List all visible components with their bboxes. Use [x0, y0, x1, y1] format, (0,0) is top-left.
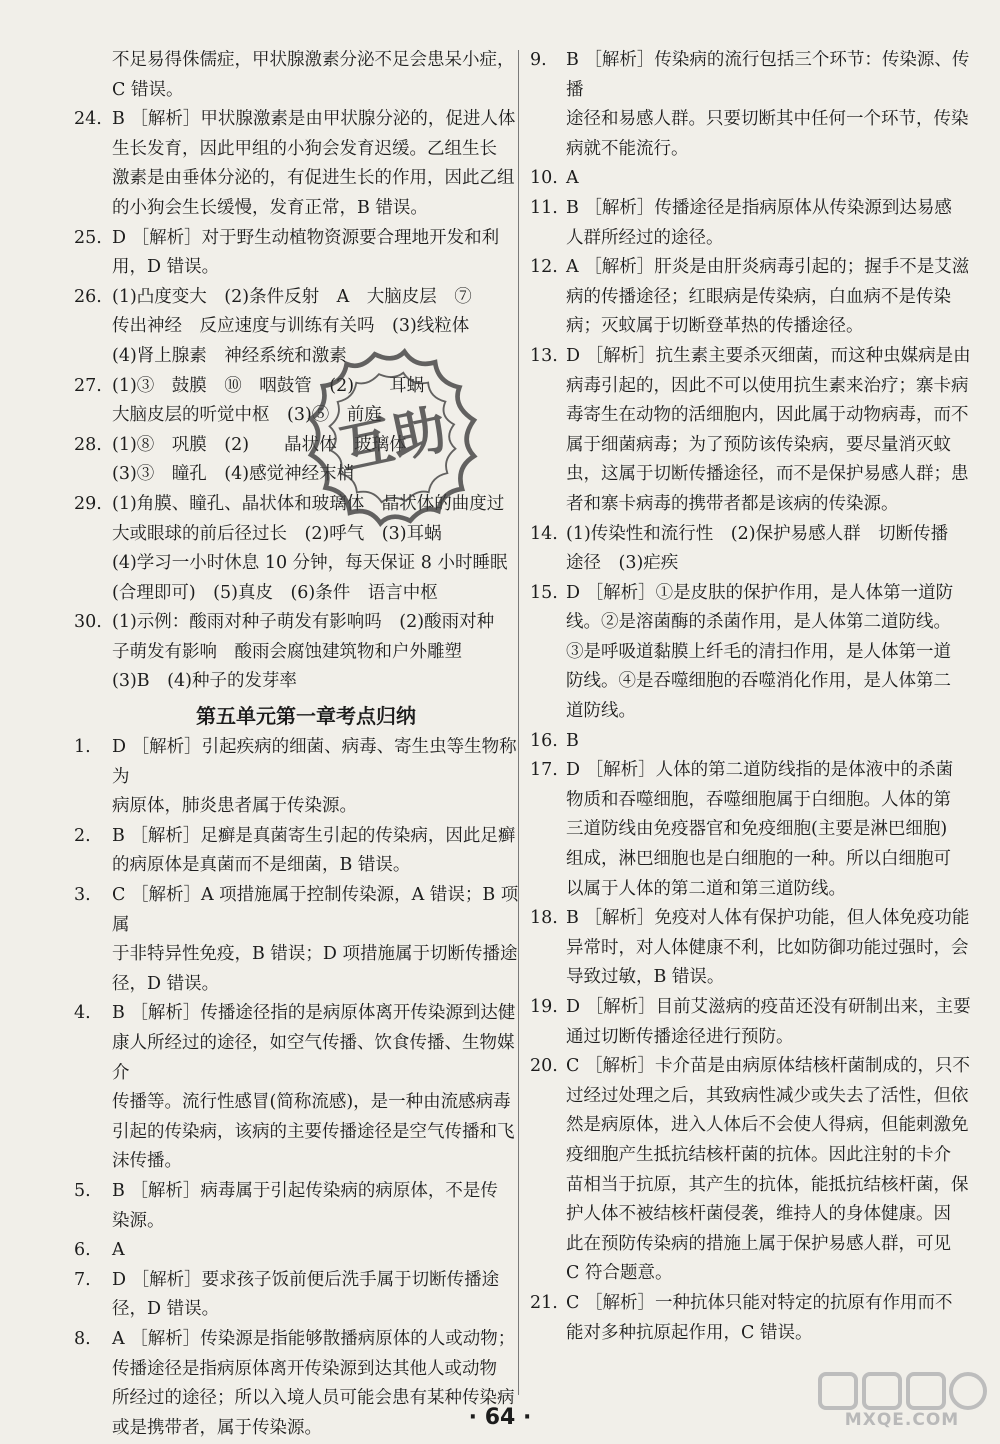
answer-item [530, 727, 980, 757]
answer-item-continuation [86, 579, 526, 609]
answer-item [530, 904, 980, 934]
answer-item-continuation [86, 549, 526, 579]
answer-text: (4)学习一小时休息 10 分钟，每天保证 8 小时睡眠 [112, 553, 508, 574]
right-column [530, 46, 980, 1348]
answer-number: 19. [530, 997, 558, 1017]
answer-text: A [112, 1240, 125, 1261]
answer-item [74, 224, 526, 254]
answer-item-continuation [540, 372, 980, 402]
answer-text: 沫传播。 [112, 1151, 182, 1172]
answer-text: 通过切断传播途径进行预防。 [566, 1026, 794, 1047]
answer-item-continuation [86, 940, 526, 970]
answer-number: 17. [530, 760, 558, 781]
left-column [74, 46, 526, 1443]
answer-text: 病毒引起的，因此不可以使用抗生素来治疗；寨卡病 [566, 375, 969, 396]
answer-item-continuation [540, 608, 980, 638]
answer-text: A ［解析］传染源是指能够散播病原体的人或动物； [112, 1328, 516, 1349]
answer-text: 属于细菌病毒；为了预防该传染病，要尽量消灭蚊 [566, 434, 951, 455]
answer-item-continuation [540, 549, 980, 579]
answer-text: 用，D 错误。 [112, 257, 220, 278]
answer-text: 病原体，肺炎患者属于传染源。 [112, 796, 357, 817]
answer-item [530, 46, 980, 105]
answer-text: (3)B (4)种子的发芽率 [112, 671, 297, 692]
answer-number: 25. [74, 227, 102, 248]
answer-number: 26. [74, 286, 102, 307]
answer-text: C ［解析］一种抗体只能对特定的抗原有作用而不 [566, 1292, 953, 1313]
answer-item [74, 608, 526, 638]
answer-number: 1. [74, 737, 91, 758]
answer-item-continuation [540, 1141, 980, 1171]
stamp-text: 互助 [333, 397, 452, 482]
site-watermark [812, 1368, 992, 1440]
answer-item-continuation [540, 224, 980, 254]
answer-item [530, 1052, 980, 1082]
answer-text: B ［解析］免疫对人体有保护功能，但人体免疫功能 [566, 908, 970, 929]
answer-text: 异常时，对人体健康不利，比如防御功能过强时，会 [566, 937, 969, 958]
answer-text: 染源。 [112, 1210, 165, 1231]
answer-text: D ［解析］对于野生动植物资源要合理地开发和利 [112, 227, 500, 248]
answer-text: 物质和吞噬细胞，吞噬细胞属于白细胞。人体的第 [566, 789, 951, 810]
answer-number: 24. [74, 109, 102, 130]
answer-text: (1)示例：酸雨对种子萌发有影响吗 (2)酸雨对种 [112, 612, 495, 633]
answer-text: 护人体不被结核杆菌侵袭，维持人的身体健康。因 [566, 1204, 951, 1225]
answer-text: D ［解析］要求孩子饭前便后洗手属于切断传播途 [112, 1269, 500, 1290]
answer-number: 12. [530, 257, 558, 278]
answer-item-continuation [86, 638, 526, 668]
watermark-text: MXQE.COM [844, 1410, 960, 1430]
watermark-logo-icon [812, 1368, 992, 1416]
answer-item-continuation [540, 431, 980, 461]
answer-item [74, 733, 526, 792]
answer-item-continuation [86, 1088, 526, 1118]
answer-number: 14. [530, 523, 558, 544]
answer-text: 虫，这属于切断传播途径，而不是保护易感人群；患 [566, 464, 969, 485]
answer-text: 此在预防传染病的措施上属于保护易感人群，可见 [566, 1233, 951, 1254]
answer-text: 病；灭蚊属于切断登革热的传播途径。 [566, 316, 864, 337]
answer-number: 27. [74, 375, 102, 396]
answer-number: 6. [74, 1240, 91, 1261]
answer-text: 途径和易感人群。只要切断其中任何一个环节，传染 [566, 109, 969, 130]
answer-text: (1)角膜、瞳孔、晶状体和玻璃体 晶状体的曲度过 [112, 493, 505, 514]
answer-text: 的小狗会生长缓慢，发育正常，B 错误。 [112, 197, 428, 218]
answer-item-continuation [86, 520, 526, 550]
answer-item-continuation [540, 460, 980, 490]
answer-item-continuation [540, 312, 980, 342]
answer-text: D ［解析］①是皮肤的保护作用，是人体第一道防 [566, 582, 954, 603]
answer-text: B [566, 730, 579, 751]
answer-text: 能对多种抗原起作用，C 错误。 [566, 1322, 813, 1343]
answer-number: 11. [530, 197, 558, 218]
answer-item-continuation [86, 1147, 526, 1177]
answer-text: B ［解析］传染病的流行包括三个环节：传染源、传播 [566, 50, 970, 100]
answer-text: (1)③ 鼓膜 ⑩ 咽鼓管 (2) 耳蜗 [112, 375, 425, 396]
answer-text: ③是呼吸道黏膜上纤毛的清扫作用，是人体第一道 [566, 641, 951, 662]
answer-text: 以属于人体的第二道和第三道防线。 [566, 878, 846, 899]
answer-number: 30. [74, 612, 102, 633]
answer-item-continuation [540, 1082, 980, 1112]
answer-text: 道防线。 [566, 701, 636, 722]
answer-item-continuation [540, 283, 980, 313]
answer-text: 病就不能流行。 [566, 138, 689, 159]
answer-text: 激素是由垂体分泌的，有促进生长的作用，因此乙组 [112, 168, 515, 189]
answer-text: 三道防线由免疫器官和免疫细胞(主要是淋巴细胞) [566, 819, 948, 840]
answer-item-continuation [540, 638, 980, 668]
answer-item-continuation [86, 1118, 526, 1148]
answer-item [530, 520, 980, 550]
answer-text: 康人所经过的途径，如空气传播、饮食传播、生物媒介 [112, 1033, 515, 1083]
answer-item-continuation [540, 105, 980, 135]
answer-number: 18. [530, 908, 558, 929]
answer-item [74, 881, 526, 940]
answer-item-continuation [540, 697, 980, 727]
answer-item-continuation [540, 1319, 980, 1349]
answer-text: A [566, 168, 579, 189]
answer-text: 导致过敏，B 错误。 [566, 967, 725, 988]
answer-item [74, 1177, 526, 1207]
answer-item [530, 1289, 980, 1319]
answer-item-continuation [86, 667, 526, 697]
answer-text: C ［解析］卡介苗是由病原体结核杆菌制成的，只不 [566, 1056, 970, 1077]
answer-item [74, 822, 526, 852]
answer-text: 线。②是溶菌酶的杀菌作用，是人体第二道防线。 [566, 612, 951, 633]
section-heading: 第五单元第一章考点归纳 [196, 704, 416, 729]
answer-text: D ［解析］目前艾滋病的疫苗还没有研制出来，主要 [566, 997, 971, 1017]
answer-item-continuation [86, 253, 526, 283]
answer-item-continuation [540, 1200, 980, 1230]
answer-text: 防线。④是吞噬细胞的吞噬消化作用，是人体第二 [566, 671, 951, 692]
answer-text: 所经过的途径；所以入境人员可能会患有某种传染病 [112, 1388, 515, 1409]
answer-item-continuation [86, 1295, 526, 1325]
answer-text: 大脑皮层的听觉中枢 (3)⑤ 前庭 [112, 405, 382, 426]
answer-text: (3)③ 瞳孔 (4)感觉神经末梢 [112, 464, 355, 485]
answer-number: 5. [74, 1180, 91, 1201]
answer-item-continuation [540, 963, 980, 993]
answer-item [530, 164, 980, 194]
answer-text: (1)⑧ 巩膜 (2) 晶状体 玻璃体 [112, 434, 407, 455]
answer-item-continuation [540, 1230, 980, 1260]
stamp-seal [283, 328, 502, 547]
answer-text: 子萌发有影响 酸雨会腐蚀建筑物和户外雕塑 [112, 641, 462, 662]
answer-number: 2. [74, 825, 91, 846]
answer-number: 16. [530, 730, 558, 751]
answer-number: 20. [530, 1056, 558, 1077]
answer-item-continuation [540, 1023, 980, 1053]
answer-text: D ［解析］引起疾病的细菌、病毒、寄生虫等生物称为 [112, 737, 517, 787]
answer-item-continuation [540, 401, 980, 431]
answer-number: 29. [74, 493, 102, 514]
answer-item [74, 1325, 526, 1355]
answer-item [86, 46, 526, 76]
answer-item [530, 993, 980, 1023]
answer-item-continuation [86, 1029, 526, 1088]
answer-text: D ［解析］抗生素主要杀灭细菌，而这种虫媒病是由 [566, 345, 971, 366]
answer-text: 人群所经过的途径。 [566, 227, 724, 248]
answer-item [74, 105, 526, 135]
answer-text: 或是携带者，属于传染源。 [112, 1417, 322, 1438]
answer-item-continuation [86, 194, 526, 224]
answer-text: 传出神经 反应速度与训练有关吗 (3)线粒体 [112, 316, 470, 337]
answer-item-continuation [86, 135, 526, 165]
answer-text: B ［解析］甲状腺激素是由甲状腺分泌的，促进人体 [112, 109, 516, 130]
answer-text: B ［解析］足癣是真菌寄生引起的传染病，因此足癣 [112, 825, 516, 846]
answer-item [530, 253, 980, 283]
answer-item [74, 1236, 526, 1266]
answer-text: B ［解析］传播途径指的是病原体离开传染源到达健 [112, 1003, 516, 1024]
answer-text: 径，D 错误。 [112, 973, 220, 994]
answer-item [530, 342, 980, 372]
answer-text: 苗相当于抗原，其产生的抗体，能抵抗结核杆菌，保 [566, 1174, 969, 1195]
answer-text: 病的传播途径；红眼病是传染病，白血病不是传染 [566, 286, 951, 307]
answer-text: 传播等。流行性感冒(简称流感)，是一种由流感病毒 [112, 1092, 511, 1113]
answer-item-continuation [540, 845, 980, 875]
answer-text: (合理即可) (5)真皮 (6)条件 语言中枢 [112, 582, 438, 603]
page-number: · 64 · [468, 1405, 532, 1430]
answer-text: 过经过处理之后，其致病性减少或失去了活性，但依 [566, 1085, 969, 1106]
answer-item-continuation [86, 1355, 526, 1385]
answer-item-continuation [86, 76, 526, 106]
answer-text: 传播途径是指病原体离开传染源到达其他人或动物 [112, 1358, 497, 1379]
answer-item-continuation [540, 815, 980, 845]
answer-number: 13. [530, 345, 558, 366]
answer-number: 15. [530, 582, 558, 603]
answer-item [74, 283, 526, 313]
answer-item-continuation [540, 786, 980, 816]
answer-item-continuation [86, 1207, 526, 1237]
answer-text: 途径 (3)疟疾 [566, 553, 679, 574]
answer-text: (4)肾上腺素 神经系统和激素 [112, 345, 347, 366]
answer-text: B ［解析］传播途径是指病原体从传染源到达易感 [566, 197, 952, 218]
answer-item [530, 194, 980, 224]
answer-text: 径，D 错误。 [112, 1299, 220, 1320]
answer-text: 于非特异性免疫，B 错误；D 项措施属于切断传播途 [112, 944, 518, 965]
answer-number: 8. [74, 1328, 91, 1349]
answer-item-continuation [540, 667, 980, 697]
answer-text: 疫细胞产生抵抗结核杆菌的抗体。因此注射的卡介 [566, 1144, 951, 1165]
answer-number: 28. [74, 434, 102, 455]
answer-item [530, 579, 980, 609]
answer-text: 引起的传染病，该病的主要传播途径是空气传播和飞 [112, 1121, 515, 1142]
answer-text: 然是病原体，进入人体后不会使人得病，但能刺激免 [566, 1115, 969, 1136]
answer-text: 大或眼球的前后径过长 (2)呼气 (3)耳蜗 [112, 523, 442, 544]
column-divider [518, 50, 519, 1395]
answer-item [74, 1266, 526, 1296]
answer-item-continuation [540, 1111, 980, 1141]
answer-item [530, 756, 980, 786]
answer-item-continuation [540, 875, 980, 905]
answer-text: C ［解析］A 项措施属于控制传染源，A 错误；B 项属 [112, 885, 519, 935]
answer-text: (1)传染性和流行性 (2)保护易感人群 切断传播 [566, 523, 949, 544]
answer-number: 3. [74, 885, 91, 906]
answer-item-continuation [540, 135, 980, 165]
answer-text: C 符合题意。 [566, 1263, 673, 1284]
answer-item-continuation [540, 1171, 980, 1201]
answer-text: 组成，淋巴细胞也是白细胞的一种。所以白细胞可 [566, 849, 951, 870]
answer-text: 不足易得侏儒症，甲状腺激素分泌不足会患呆小症， [112, 50, 515, 70]
answer-item-continuation [86, 851, 526, 881]
answer-item-continuation [86, 970, 526, 1000]
answer-text: C 错误。 [112, 79, 184, 100]
answer-text: B ［解析］病毒属于引起传染病的病原体，不是传 [112, 1180, 498, 1201]
answer-item-continuation [540, 1259, 980, 1289]
answer-number: 10. [530, 168, 558, 189]
answer-text: 生长发育，因此甲组的小狗会发育迟缓。乙组生长 [112, 138, 497, 159]
answer-item-continuation [540, 934, 980, 964]
answer-item-continuation [86, 164, 526, 194]
answer-text: 毒寄生在动物的活细胞内，因此属于动物病毒，而不 [566, 405, 969, 426]
answer-number: 21. [530, 1292, 558, 1313]
answer-text: 者和寨卡病毒的携带者都是该病的传染源。 [566, 493, 899, 514]
answer-item-continuation [86, 792, 526, 822]
answer-number: 7. [74, 1269, 91, 1290]
answer-item-continuation [540, 490, 980, 520]
answer-number: 9. [530, 50, 547, 70]
answer-text: 的病原体是真菌而不是细菌，B 错误。 [112, 855, 411, 876]
answer-item [74, 999, 526, 1029]
answer-text: A ［解析］肝炎是由肝炎病毒引起的；握手不是艾滋 [566, 257, 970, 278]
answer-text: (1)凸度变大 (2)条件反射 A 大脑皮层 ⑦ [112, 286, 472, 307]
answer-number: 4. [74, 1003, 91, 1024]
answer-text: D ［解析］人体的第二道防线指的是体液中的杀菌 [566, 760, 954, 781]
